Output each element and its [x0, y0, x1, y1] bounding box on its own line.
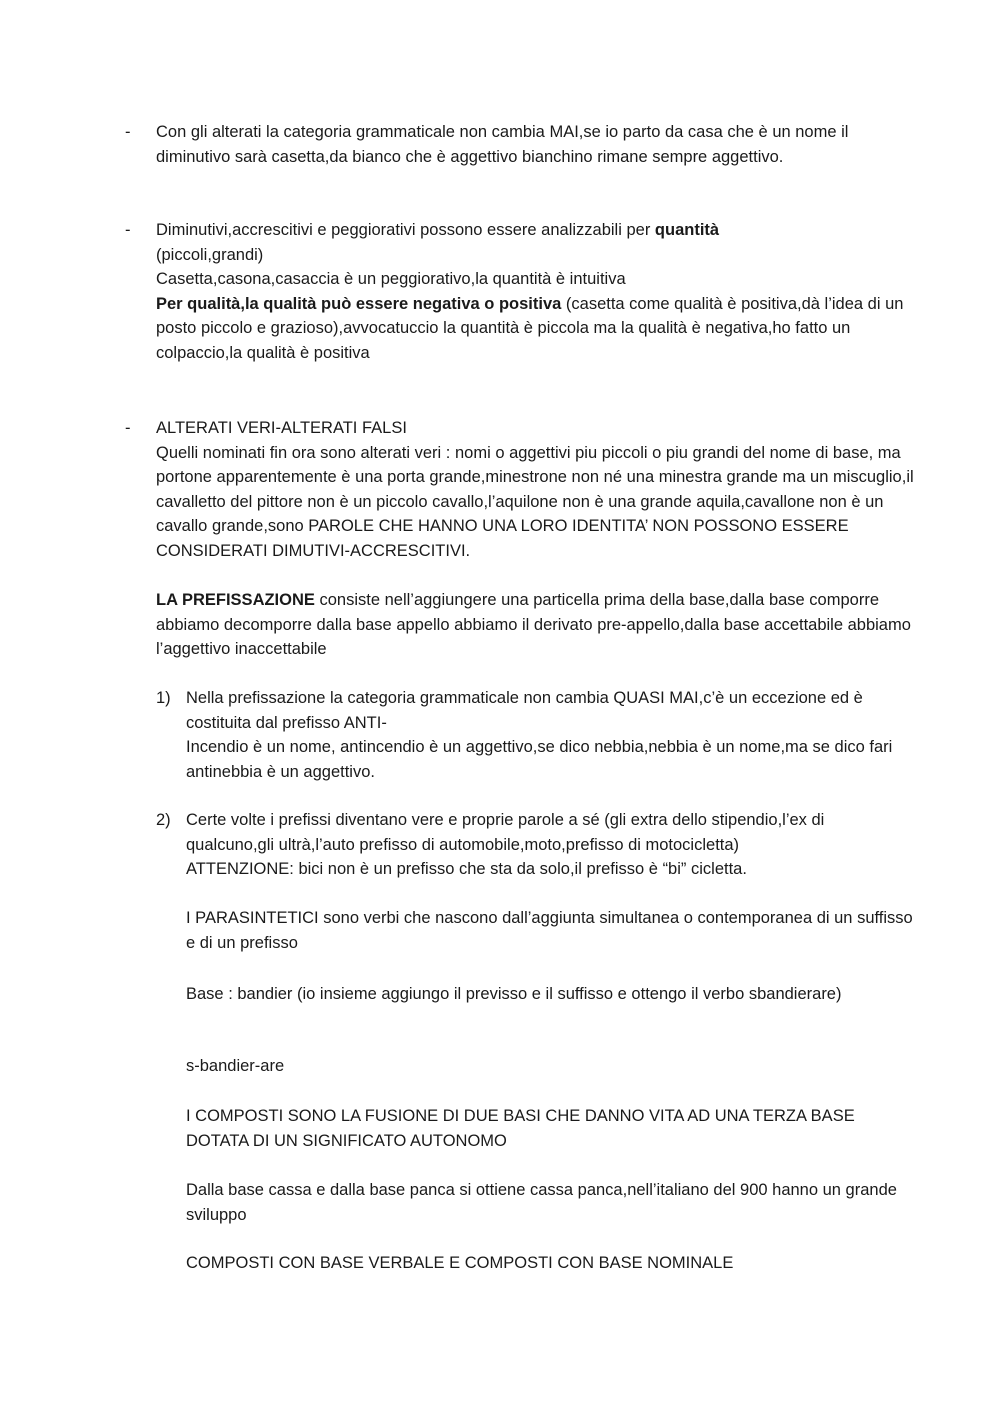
bullet-marker: - — [125, 123, 131, 141]
cassapanca-paragraph: Dalla base cassa e dalla base panca si ottiene cassa panca,nell’italiano del 900 hanno un grande sviluppo — [186, 1181, 897, 1224]
numbered-item — [186, 686, 916, 784]
bullet-line: Casetta,casona,casaccia è un peggiorativo,la quantità è intuitiva — [156, 270, 626, 288]
bullet-text: Con gli alterati la categoria grammaticale non cambia MAI,se io parto da casa che è un nome il diminutivo sarà casetta,da bianco che è aggettivo bianchino rimane sempre aggettivo. — [156, 123, 849, 166]
composti-paragraph: I COMPOSTI SONO LA FUSIONE DI DUE BASI CHE DANNO VITA AD UNA TERZA BASE DOTATA DI UN SIGNIFICATO AUTONOMO — [186, 1107, 855, 1150]
bullet-body — [156, 416, 915, 563]
bullet-marker: - — [125, 221, 131, 239]
composti-types-line: COMPOSTI CON BASE VERBALE E COMPOSTI CON BASE NOMINALE — [186, 1254, 734, 1272]
bullet-line — [156, 292, 915, 366]
example-line: s-bandier-are — [186, 1057, 285, 1075]
bold-term: Per qualità,la qualità può essere negativa o positiva — [156, 294, 562, 313]
bold-term: quantità — [654, 221, 720, 239]
list-text: Incendio è un nome, antincendio è un aggettivo,se dico nebbia,nebbia è un nome,ma se dico fari antinebbia è un aggettivo. — [186, 738, 893, 781]
parasintetici-paragraph: I PARASINTETICI sono verbi che nascono dall’aggiunta simultanea o contemporanea di un suffisso e di un prefisso — [186, 909, 913, 952]
list-number: 1) — [156, 689, 171, 707]
bullet-text: Quelli nominati fin ora sono alterati veri : nomi o aggettivi piu piccoli o piu grandi del nome di base, ma portone apparentemente è una porta grande,minestrone non né una minestra grande ma un miscuglio,il cavalletto del pittore non è un piccolo cavallo,l’aquilone non è una grande aquila,cavallone non è un cavallo grande,sono PAROLE CHE HANNO UNA LORO IDENTITA’ NON POSSONO ESSERE CONSIDERATI DIMUTIVI-ACCRESCITIVI. — [156, 443, 914, 560]
list-text: Nella prefissazione la categoria grammaticale non cambia QUASI MAI,c’è un eccezione ed è costituita dal prefisso ANTI- — [186, 689, 863, 732]
numbered-item — [186, 808, 916, 882]
bullet-line: (piccoli,grandi) — [156, 245, 264, 264]
list-number: 2) — [156, 811, 171, 829]
bold-term: LA PREFISSAZIONE — [156, 591, 315, 609]
bullet-text: Diminutivi,accrescitivi e peggiorativi possono essere analizzabili per — [156, 221, 655, 239]
bullet-text: (casetta come qualità è positiva,dà l’idea di un posto piccolo e grazioso),avvocatuccio la quantità è piccola ma la qualità è negativa,ho fatto un colpaccio,la qualità è positiva — [156, 294, 904, 362]
section-heading: ALTERATI VERI-ALTERATI FALSI — [156, 419, 407, 437]
bullet-marker: - — [125, 419, 131, 437]
paragraph-text: consiste nell’aggiungere una particella prima della base,dalla base comporre abbiamo decomporre dalla base appello abbiamo il derivato pre-appello,dalla base accettabile abbiamo l’aggettivo inaccettabile — [156, 591, 911, 658]
bullet-body — [156, 218, 915, 365]
prefissazione-paragraph — [156, 588, 916, 662]
list-text: ATTENZIONE: bici non è un prefisso che sta da solo,il prefisso è “bi” cicletta. — [186, 860, 747, 878]
base-paragraph: Base : bandier (io insieme aggiungo il previsso e il suffisso e ottengo il verbo sbandierare) — [186, 985, 842, 1003]
bullet-line — [156, 218, 915, 243]
list-text: Certe volte i prefissi diventano vere e proprie parole a sé (gli extra dello stipendio,l’ex di qualcuno,gli ultrà,l’auto prefisso di automobile,moto,prefisso di motocicletta) — [186, 811, 825, 854]
